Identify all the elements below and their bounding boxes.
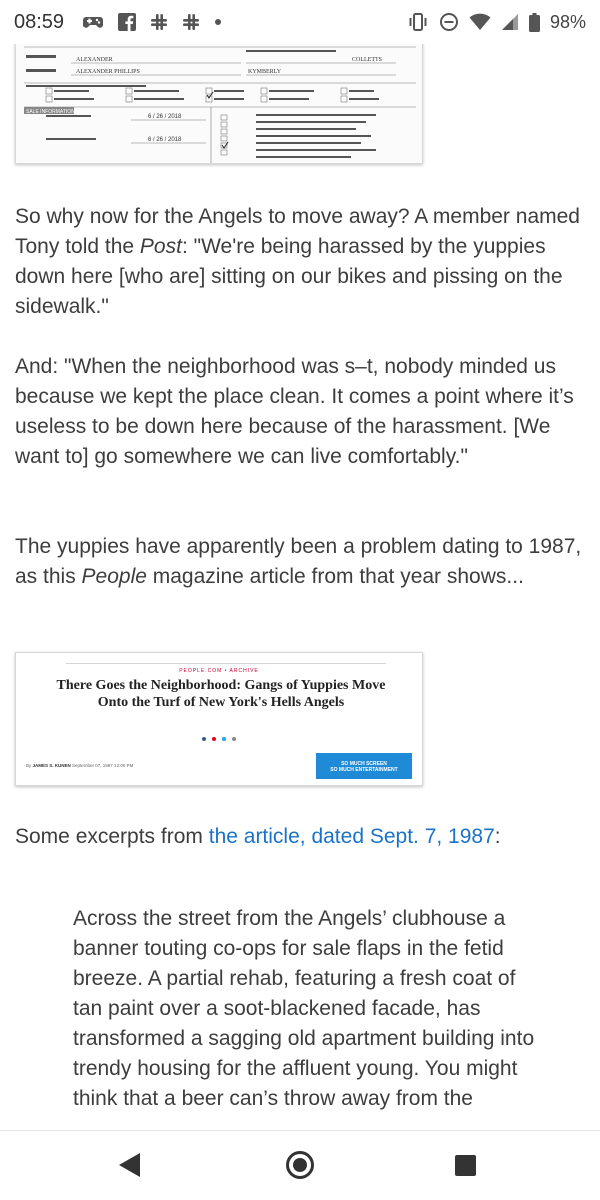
facebook-icon	[118, 13, 136, 31]
doc-name-3: COLLETTS	[352, 57, 382, 63]
paragraph-text: So why now for the Angels to move away? A member named Tony told the	[15, 205, 580, 258]
doc-section-label: SALE INFORMATION	[26, 109, 75, 115]
paragraph-text: :	[494, 825, 501, 848]
status-time: 08:59	[14, 10, 65, 33]
signal-icon	[501, 13, 519, 31]
byline-prefix: By	[26, 763, 33, 768]
paragraph-neighborhood-quote: And: "When the neighborhood was s–t, nobody minded us because we kept the place clean. It comes a point where it’s useless to be down here because of the harassment. [We want to] go somewhere we can live comfortably."	[15, 355, 574, 468]
card-advertisement	[316, 753, 412, 779]
article-content[interactable]	[0, 44, 600, 1130]
paragraph-yuppies	[15, 532, 587, 592]
article-link[interactable]: the article, dated Sept. 7, 1987	[208, 825, 495, 848]
doc-name-2: ALEXANDER PHILLIPS	[76, 69, 140, 75]
facebook-share-icon	[202, 737, 206, 741]
gamepad-icon	[82, 14, 104, 30]
paragraph-text: The yuppies have apparently been a problem dating to 1987, as this	[15, 535, 582, 588]
document-image[interactable]	[15, 44, 423, 164]
article-blockquote: Across the street from the Angels’ clubhouse a banner touting co-ops for sale flaps in the fetid breeze. A partial rehab, featuring a fresh coat of tan paint over a soot-blackened facade, has transformed a sagging old apartment building into trendy housing for the affluent young. You might think that a beer can’s throw away from the	[73, 907, 535, 1110]
battery-percent: 98%	[549, 11, 586, 32]
slack-icon	[182, 13, 200, 31]
email-share-icon	[232, 737, 236, 741]
doc-date-1: 6 / 26 / 2018	[148, 114, 182, 120]
card-divider	[66, 663, 386, 664]
vibrate-icon	[407, 13, 429, 31]
card-title: There Goes the Neighborhood: Gangs of Yuppies Move Onto the Turf of New York's Hells Angels	[56, 678, 386, 710]
paragraph-emphasis: People	[81, 565, 147, 588]
paragraph-tony-quote	[15, 202, 587, 322]
twitter-share-icon	[222, 737, 226, 741]
doc-date-2: 6 / 26 / 2018	[148, 137, 182, 143]
doc-name-1: ALEXANDER	[76, 57, 113, 63]
back-icon[interactable]	[119, 1153, 140, 1177]
status-bar	[0, 0, 600, 44]
do-not-disturb-icon	[439, 12, 459, 32]
dot-icon	[214, 18, 222, 26]
slack-icon	[150, 13, 168, 31]
paragraph-emphasis: Post	[139, 235, 182, 258]
pinterest-share-icon	[212, 737, 216, 741]
article-screenshot-card[interactable]	[15, 652, 423, 786]
doc-name-4: KYMBERLY	[248, 69, 282, 75]
card-kicker: PEOPLE.COM • ARCHIVE	[179, 668, 259, 674]
navigation-bar	[0, 1130, 600, 1200]
home-icon[interactable]	[286, 1151, 314, 1179]
ad-line-1: SO MUCH SCREEN	[341, 761, 387, 767]
byline-author: JAMES S. KUNEN	[32, 763, 71, 768]
notification-icons	[82, 13, 222, 31]
card-byline	[26, 763, 133, 768]
recents-icon[interactable]	[455, 1155, 476, 1176]
paragraph-text: magazine article from that year shows...	[146, 565, 524, 588]
byline-date: September 07, 1987 12:00 PM	[70, 763, 134, 768]
paragraph-text: Some excerpts from	[15, 825, 209, 848]
card-share-icons	[16, 737, 422, 741]
paragraph-excerpts	[15, 822, 587, 852]
paragraph-text: : "We're being harassed by the yuppies down here [who are] sitting on our bikes and pissing on the sidewalk."	[15, 235, 563, 318]
system-icons	[407, 12, 586, 33]
wifi-icon	[469, 13, 491, 31]
ad-line-2: SO MUCH ENTERTAINMENT	[330, 767, 398, 773]
battery-icon	[529, 13, 540, 32]
